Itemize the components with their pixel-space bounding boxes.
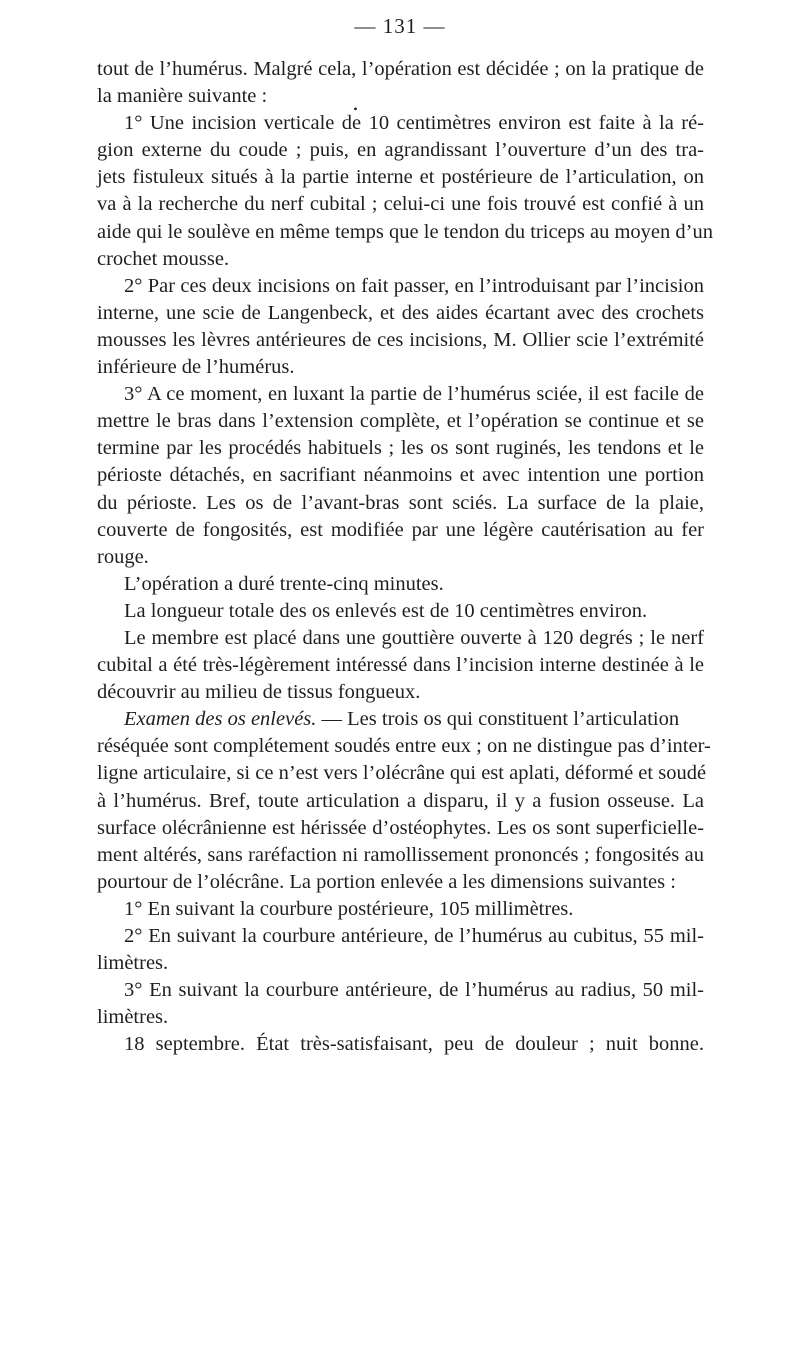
text-line: inférieure de l’humérus. xyxy=(97,356,295,379)
text-line: crochet mousse. xyxy=(97,247,230,270)
text-line: gion externe du coude ; puis, en agrandissant l’ouverture d’un des tra- xyxy=(97,139,704,162)
text-line: ment altérés, sans raréfaction ni ramollissement prononcés ; fongosités au xyxy=(97,843,704,866)
text-line: 1° En suivant la courbure postérieure, 105 millimètres. xyxy=(124,897,574,920)
text-line: du périoste. Les os de l’avant-bras sont sciés. La surface de la plaie, xyxy=(97,491,704,514)
section-title: Examen des os enlevés. xyxy=(124,708,317,731)
text-line: tout de l’humérus. Malgré cela, l’opération est décidée ; on la pratique de xyxy=(97,58,704,80)
text-line: limètres. xyxy=(97,1006,169,1029)
text-line: La longueur totale des os enlevés est de 10 centimètres environ. xyxy=(124,599,648,622)
text-line: découvrir au milieu de tissus fongueux. xyxy=(97,681,421,704)
text-line: rouge. xyxy=(97,545,149,568)
text-line: cubital a été très-légèrement intéressé dans l’incision interne destinée à le xyxy=(97,654,704,677)
text-line: 2° Par ces deux incisions on fait passer, en l’introduisant par l’incision xyxy=(124,274,704,297)
text-line: pourtour de l’olécrâne. La portion enlevée a les dimensions suivantes : xyxy=(97,870,676,893)
text-line: 3° En suivant la courbure antérieure, de l’humérus au radius, 50 mil- xyxy=(124,979,704,1002)
text-line: 3° A ce moment, en luxant la partie de l’humérus sciée, il est facile de xyxy=(124,383,704,406)
text-line: mettre le bras dans l’extension complète, et l’opération se continue et se xyxy=(97,410,704,433)
text-line: 1° Une incision verticale de 10 centimètres environ est faite à la ré- xyxy=(124,112,704,135)
text-line: à l’humérus. Bref, toute articulation a disparu, il y a fusion osseuse. La xyxy=(97,789,704,812)
section-line xyxy=(97,706,704,733)
text-line: 18 septembre. État très-satisfaisant, peu de douleur ; nuit bonne. xyxy=(124,1033,704,1056)
text-line: surface olécrânienne est hérissée d’ostéophytes. Les os sont superficielle- xyxy=(97,816,704,839)
text-line: périoste détachés, en sacrifiant néanmoins et avec intention une portion xyxy=(97,464,704,487)
text-line: ligne articulaire, si ce n’est vers l’olécrâne qui est aplati, déformé et soudé xyxy=(97,762,707,785)
text-line: Le membre est placé dans une gouttière ouverte à 120 degrés ; le nerf xyxy=(124,626,704,649)
body-text xyxy=(97,56,713,1058)
text-line: mousses les lèvres antérieures de ces incisions, M. Ollier scie l’extrémité xyxy=(97,328,704,351)
text-line: limètres. xyxy=(97,952,169,975)
text-line: réséquée sont complétement soudés entre eux ; on ne distingue pas d’inter- xyxy=(97,735,711,758)
text-line: va à la recherche du nerf cubital ; celui-ci une fois trouvé est confié à un xyxy=(97,193,704,216)
text-line: la manière suivante : xyxy=(97,85,268,108)
text-line: aide qui le soulève en même temps que le tendon du triceps au moyen d’un xyxy=(97,220,713,243)
printer-mark: • xyxy=(353,102,358,117)
text-line: interne, une scie de Langenbeck, et des aides écartant avec des crochets xyxy=(97,301,704,324)
text-line: couverte de fongosités, est modifiée par une légère cautérisation au fer xyxy=(97,518,704,541)
text-line: termine par les procédés habituels ; les os sont ruginés, les tendons et le xyxy=(97,437,704,460)
text-line: L’opération a duré trente-cinq minutes. xyxy=(124,572,444,595)
text-line: jets fistuleux situés à la partie interne et postérieure de l’articulation, on xyxy=(97,166,704,189)
page-number: — 131 — xyxy=(354,14,446,38)
text-line: 2° En suivant la courbure antérieure, de l’humérus au cubitus, 55 mil- xyxy=(124,925,704,947)
section-text: — Les trois os qui constituent l’articulation xyxy=(316,708,680,731)
